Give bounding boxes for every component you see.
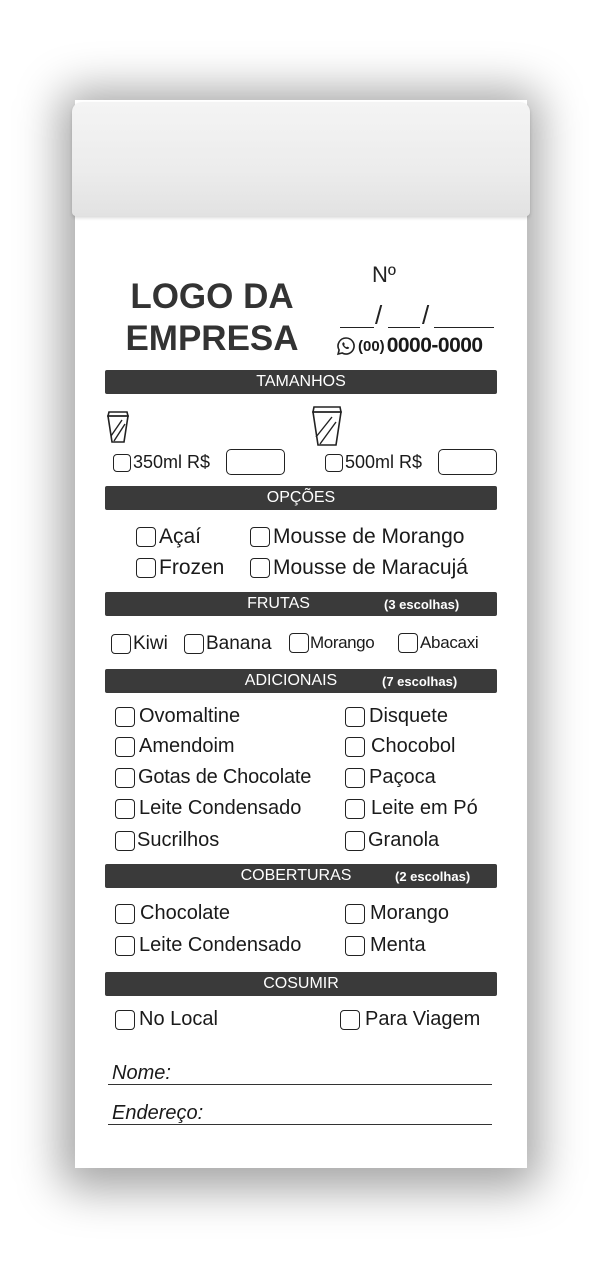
checkbox[interactable] xyxy=(115,831,135,851)
checkbox[interactable] xyxy=(115,768,135,788)
option-mousse-maracuja[interactable] xyxy=(250,556,468,580)
checkbox[interactable] xyxy=(345,707,365,727)
size-label: 350ml R$ xyxy=(133,452,211,472)
checkbox[interactable] xyxy=(115,707,135,727)
section-bar-frutas xyxy=(105,592,497,616)
checkbox[interactable] xyxy=(345,768,365,788)
section-note: (3 escolhas) xyxy=(384,597,460,612)
addition-label: Gotas de Chocolate xyxy=(138,766,312,788)
addition-ovomaltine[interactable] xyxy=(115,705,240,728)
checkbox[interactable] xyxy=(115,1010,135,1030)
section-title: FRUTAS xyxy=(247,595,310,612)
fruit-label: Banana xyxy=(206,633,272,654)
option-label: Frozen xyxy=(159,556,225,579)
section-bar-opcoes xyxy=(105,486,497,510)
topping-morango[interactable] xyxy=(345,902,449,925)
option-label: Mousse de Maracujá xyxy=(273,556,468,579)
addition-gotas-chocolate[interactable] xyxy=(115,766,311,789)
addition-sucrilhos[interactable] xyxy=(115,829,219,852)
fruit-morango[interactable] xyxy=(289,633,374,653)
whatsapp-icon xyxy=(336,336,356,356)
addition-amendoim[interactable] xyxy=(115,735,235,758)
fruit-label: Abacaxi xyxy=(420,633,479,652)
checkbox[interactable] xyxy=(136,527,156,547)
checkbox[interactable] xyxy=(345,799,365,819)
option-mousse-morango[interactable] xyxy=(250,525,464,549)
topping-label: Menta xyxy=(370,934,426,956)
checkbox[interactable] xyxy=(136,558,156,578)
price-field-350[interactable] xyxy=(226,449,285,475)
section-note: (7 escolhas) xyxy=(382,674,458,689)
checkbox[interactable] xyxy=(345,936,365,956)
checkbox[interactable] xyxy=(184,634,204,654)
addition-disquete[interactable] xyxy=(345,705,448,728)
topping-leite-condensado[interactable] xyxy=(115,934,301,957)
section-title: OPÇÕES xyxy=(266,489,336,506)
addition-leite-em-po[interactable] xyxy=(345,797,478,820)
fruit-banana[interactable] xyxy=(184,633,272,655)
addition-leite-condensado[interactable] xyxy=(115,797,301,820)
checkbox[interactable] xyxy=(113,454,131,472)
addition-label: Paçoca xyxy=(369,766,436,788)
checkbox[interactable] xyxy=(340,1010,360,1030)
section-bar-consumir xyxy=(105,972,497,996)
option-acai[interactable] xyxy=(136,525,201,549)
option-frozen[interactable] xyxy=(136,556,224,580)
consume-label: No Local xyxy=(139,1008,218,1030)
section-title: ADICIONAIS xyxy=(244,672,338,689)
topping-label: Chocolate xyxy=(140,902,231,924)
checkbox[interactable] xyxy=(325,454,343,472)
addition-label: Leite em Pó xyxy=(371,797,478,819)
topping-chocolate[interactable] xyxy=(115,902,230,925)
price-field-500[interactable] xyxy=(438,449,497,475)
addition-label: Sucrilhos xyxy=(137,829,220,851)
checkbox[interactable] xyxy=(345,904,365,924)
name-label: Nome: xyxy=(112,1062,171,1084)
checkbox[interactable] xyxy=(398,633,418,653)
topping-label: Morango xyxy=(370,902,449,924)
section-bar-tamanhos xyxy=(105,370,497,394)
addition-label: Granola xyxy=(368,829,440,851)
pad-binding xyxy=(72,102,530,216)
checkbox[interactable] xyxy=(345,831,365,851)
address-input-line[interactable] xyxy=(108,1124,492,1125)
consume-para-viagem[interactable] xyxy=(340,1008,480,1031)
checkbox[interactable] xyxy=(115,799,135,819)
checkbox[interactable] xyxy=(345,737,365,757)
phone-area-code: (00) xyxy=(358,337,385,355)
addition-label: Ovomaltine xyxy=(139,705,241,727)
addition-label: Amendoim xyxy=(139,735,235,757)
fruit-kiwi[interactable] xyxy=(111,633,168,655)
addition-label: Disquete xyxy=(369,705,448,727)
addition-label: Chocobol xyxy=(371,735,456,757)
date-slash-2: / xyxy=(422,300,430,330)
checkbox[interactable] xyxy=(250,527,270,547)
checkbox[interactable] xyxy=(115,737,135,757)
option-label: Açaí xyxy=(159,525,202,548)
section-note: (2 escolhas) xyxy=(395,869,471,884)
checkbox[interactable] xyxy=(115,904,135,924)
section-title: TAMANHOS xyxy=(256,373,346,390)
size-option-500[interactable] xyxy=(325,452,422,473)
fruit-label: Morango xyxy=(310,633,375,652)
size-label: 500ml R$ xyxy=(345,452,423,472)
section-bar-adicionais xyxy=(105,669,497,693)
fruit-label: Kiwi xyxy=(133,633,168,654)
checkbox[interactable] xyxy=(115,936,135,956)
cup-small-icon xyxy=(106,410,130,444)
section-title: COSUMIR xyxy=(263,975,339,992)
phone-contact xyxy=(336,333,483,359)
company-logo xyxy=(112,276,312,360)
phone-number: 0000-0000 xyxy=(386,334,483,357)
consume-no-local[interactable] xyxy=(115,1008,218,1031)
cup-large-icon xyxy=(310,405,344,447)
addition-label: Leite Condensado xyxy=(139,797,302,819)
checkbox[interactable] xyxy=(289,633,309,653)
section-title: COBERTURAS xyxy=(240,867,352,884)
order-number-label: Nº xyxy=(372,262,396,287)
logo-line-2: EMPRESA xyxy=(125,319,299,358)
addition-chocobol[interactable] xyxy=(345,735,456,758)
name-input-line[interactable] xyxy=(108,1084,492,1085)
addition-granola[interactable] xyxy=(345,829,439,852)
section-bar-coberturas xyxy=(105,864,497,888)
topping-menta[interactable] xyxy=(345,934,426,957)
size-option-350[interactable] xyxy=(113,452,210,473)
topping-label: Leite Condensado xyxy=(139,934,302,956)
address-label: Endereço: xyxy=(112,1102,204,1124)
checkbox[interactable] xyxy=(250,558,270,578)
logo-line-1: LOGO DA xyxy=(130,277,294,316)
checkbox[interactable] xyxy=(111,634,131,654)
date-slash-1: / xyxy=(375,300,383,330)
addition-pacoca[interactable] xyxy=(345,766,436,789)
option-label: Mousse de Morango xyxy=(273,525,465,548)
consume-label: Para Viagem xyxy=(365,1008,481,1030)
fruit-abacaxi[interactable] xyxy=(398,633,478,653)
